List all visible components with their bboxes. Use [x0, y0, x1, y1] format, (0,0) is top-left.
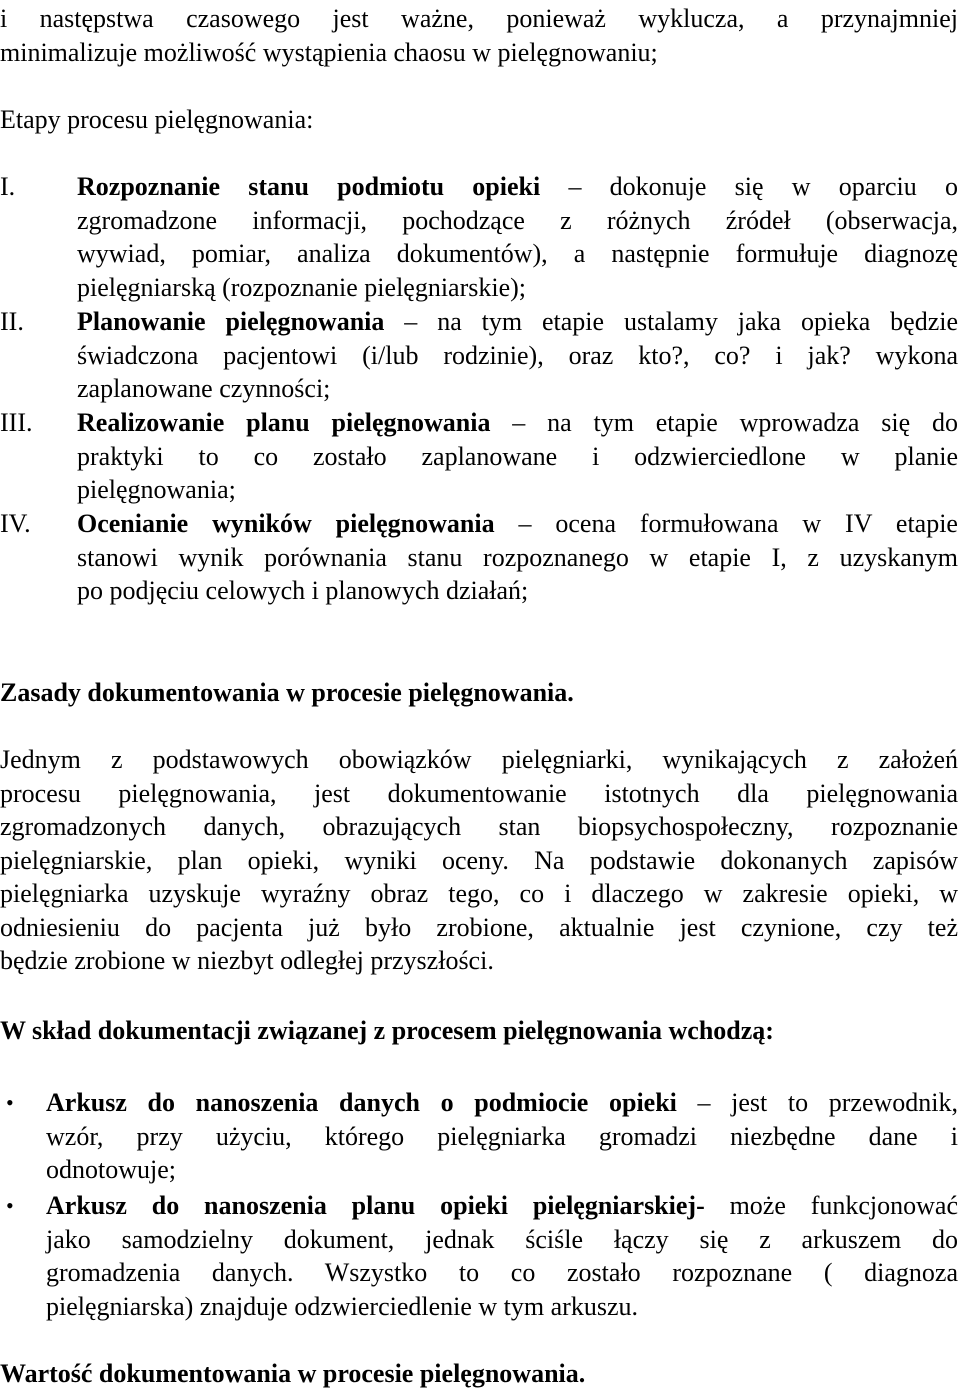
stage-first-line	[77, 507, 958, 541]
stage-first-line	[77, 170, 958, 204]
stage-line: świadczona pacjentowi (i/lub rodzinie), oraz kto?, co? i jak? wykona	[77, 340, 958, 370]
bullet-item	[0, 1189, 958, 1323]
stage-item	[0, 305, 958, 406]
composition-heading: W skład dokumentacji związanej z procesem pielęgnowania wchodzą:	[0, 1016, 774, 1045]
value-heading: Wartość dokumentowania w procesie pielęgnowania.	[0, 1359, 586, 1388]
stage-item	[0, 507, 958, 608]
stage-number: II.	[0, 307, 24, 336]
bullet-item	[0, 1086, 958, 1187]
bullet-first-line	[46, 1189, 958, 1223]
stage-item	[0, 406, 958, 507]
stage-text: – na tym etapie ustalamy jaka opieka będzie	[404, 307, 959, 336]
paragraph-line: będzie zrobione w niezbyt odległej przyszłości.	[0, 946, 494, 975]
stage-title: Realizowanie planu pielęgnowania	[77, 408, 491, 437]
bullet-first-line	[46, 1086, 958, 1120]
stage-line: zaplanowane czynności;	[77, 374, 331, 403]
stage-title: Planowanie pielęgnowania	[77, 307, 385, 336]
bullet-title: Arkusz do nanoszenia danych o podmiocie opieki	[46, 1088, 677, 1117]
stage-text: – na tym etapie wprowadza się do	[512, 408, 958, 437]
bullet-line: wzór, przy użyciu, którego pielęgniarka gromadzi niezbędne dane i	[46, 1121, 958, 1151]
bullet-line: odnotowuje;	[46, 1155, 176, 1184]
stage-line: pielęgniarską (rozpoznanie pielęgniarskie);	[77, 272, 527, 302]
bullet-line: pielęgniarska) znajduje odzwierciedlenie w tym arkuszu.	[46, 1291, 638, 1321]
stage-number: IV.	[0, 509, 31, 538]
documenting-heading: Zasady dokumentowania w procesie pielęgnowania.	[0, 678, 574, 707]
paragraph-line: procesu pielęgnowania, jest dokumentowanie istotnych dla pielęgnowania	[0, 778, 958, 808]
documenting-paragraph	[0, 743, 958, 978]
stages-heading: Etapy procesu pielęgnowania:	[0, 105, 314, 134]
intro-line-2: minimalizuje możliwość wystąpienia chaosu w pielęgnowaniu;	[0, 37, 658, 67]
bullet-line: jako samodzielny dokument, jednak ściśle łączy się z arkuszem do	[46, 1224, 958, 1254]
stage-line: pielęgnowania;	[77, 475, 236, 504]
intro-paragraph	[0, 2, 958, 69]
stage-text: – dokonuje się w oparciu o	[568, 172, 958, 201]
intro-line-1: i następstwa czasowego jest ważne, ponieważ wyklucza, a przynajmniej	[0, 4, 958, 33]
bullet-icon: •	[6, 1193, 14, 1218]
stage-line: po podjęciu celowych i planowych działań;	[77, 576, 529, 605]
stage-line: praktyki to co zostało zaplanowane i odzwierciedlone w planie	[77, 441, 958, 471]
stage-first-line	[77, 406, 958, 440]
paragraph-line: pielęgniarka uzyskuje wyraźny obraz tego, co i dlaczego w zakresie opieki, w	[0, 879, 958, 908]
paragraph-line: odniesieniu do pacjenta już było zrobione, aktualnie jest czynione, czy też	[0, 912, 958, 942]
bullet-text: – jest to przewodnik,	[697, 1088, 958, 1117]
stage-text: – ocena formułowana w IV etapie	[518, 509, 958, 538]
bullet-icon: •	[6, 1090, 14, 1115]
stage-item	[0, 170, 958, 304]
stage-first-line	[77, 305, 958, 339]
bullet-text: może funkcjonować	[729, 1191, 958, 1220]
paragraph-line: zgromadzonych danych, obrazujących stan biopsychospołeczny, rozpoznanie	[0, 812, 958, 841]
paragraph-line: pielęgniarskie, plan opieki, wyniki oceny. Na podstawie dokonanych zapisów	[0, 845, 958, 875]
stage-line: stanowi wynik porównania stanu rozpoznanego w etapie I, z uzyskanym	[77, 542, 958, 572]
paragraph-line: Jednym z podstawowych obowiązków pielęgniarki, wynikających z założeń	[0, 745, 958, 774]
bullet-title: Arkusz do nanoszenia planu opieki pielęgniarskiej-	[46, 1191, 705, 1220]
stage-number: I.	[0, 172, 16, 201]
bullet-line: gromadzenia danych. Wszystko to co zostało rozpoznane ( diagnoza	[46, 1258, 958, 1287]
stage-line: wywiad, pomiar, analiza dokumentów), a następnie formułuje diagnozę	[77, 239, 958, 268]
stage-number: III.	[0, 408, 33, 437]
stage-title: Rozpoznanie stanu podmiotu opieki	[77, 172, 541, 201]
stage-line: zgromadzone informacji, pochodzące z różnych źródeł (obserwacja,	[77, 205, 958, 235]
stage-title: Ocenianie wyników pielęgnowania	[77, 509, 495, 538]
